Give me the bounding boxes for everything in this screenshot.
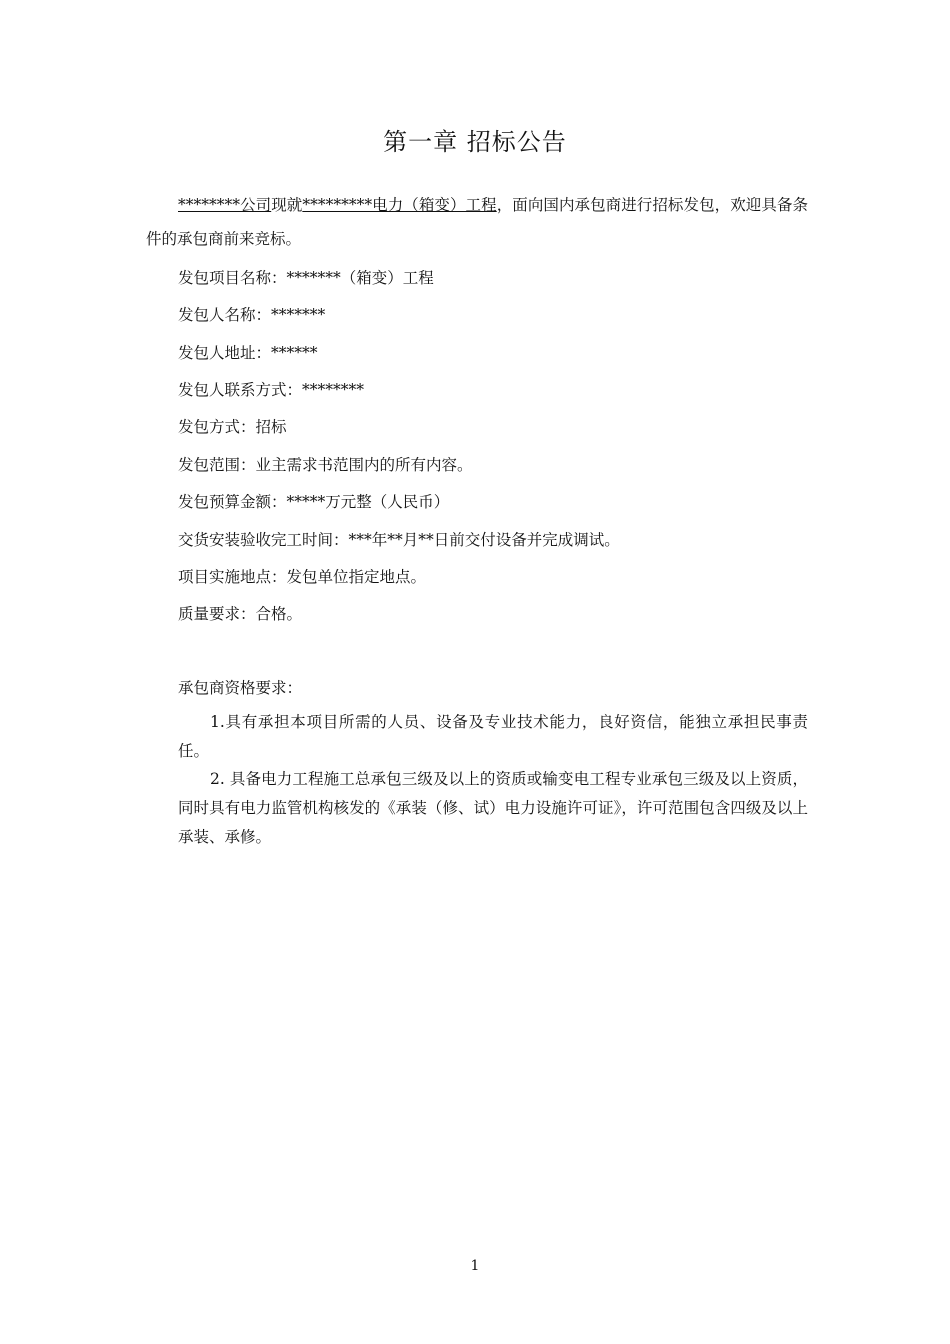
- chapter-title: 第一章 招标公告: [383, 128, 567, 156]
- field-contract-scope: 发包范围：业主需求书范围内的所有内容。: [178, 456, 473, 474]
- qualification-item-1: 1.具有承担本项目所需的人员、设备及专业技术能力，良好资信，能独立承担民事责任。: [178, 713, 808, 760]
- qualification-item-2: 2. 具备电力工程施工总承包三级及以上的资质或输变电工程专业承包三级及以上资质，同时具有电力监管机构核发的《承装（修、试）电力设施许可证》，许可范围包含四级及以上承装、承修。: [178, 770, 808, 846]
- field-employer-address: 发包人地址：******: [178, 344, 318, 362]
- intro-text-1: 现就: [271, 196, 303, 214]
- field-employer-name: 发包人名称：*******: [178, 306, 326, 324]
- field-location: 项目实施地点：发包单位指定地点。: [178, 568, 427, 586]
- field-budget: 发包预算金额：*****万元整（人民币）: [178, 493, 450, 511]
- company-name: ********公司: [178, 196, 272, 214]
- project-name: *********电力（箱变）工程: [302, 196, 497, 214]
- field-employer-contact: 发包人联系方式：********: [178, 381, 365, 399]
- field-completion-time: 交货安装验收完工时间：***年**月**日前交付设备并完成调试。: [178, 531, 620, 549]
- page-number: 1: [470, 1258, 480, 1274]
- field-contract-method: 发包方式：招标: [178, 418, 287, 436]
- intro-paragraph: [146, 188, 808, 256]
- field-project-name: 发包项目名称：*******（箱变）工程: [178, 269, 434, 287]
- qualification-heading: 承包商资格要求：: [178, 679, 303, 697]
- field-quality: 质量要求：合格。: [178, 605, 303, 623]
- intro-text-2: ，面向国内承包商进行招标发包，欢迎具备条件的承包商前来竞标。: [146, 196, 808, 248]
